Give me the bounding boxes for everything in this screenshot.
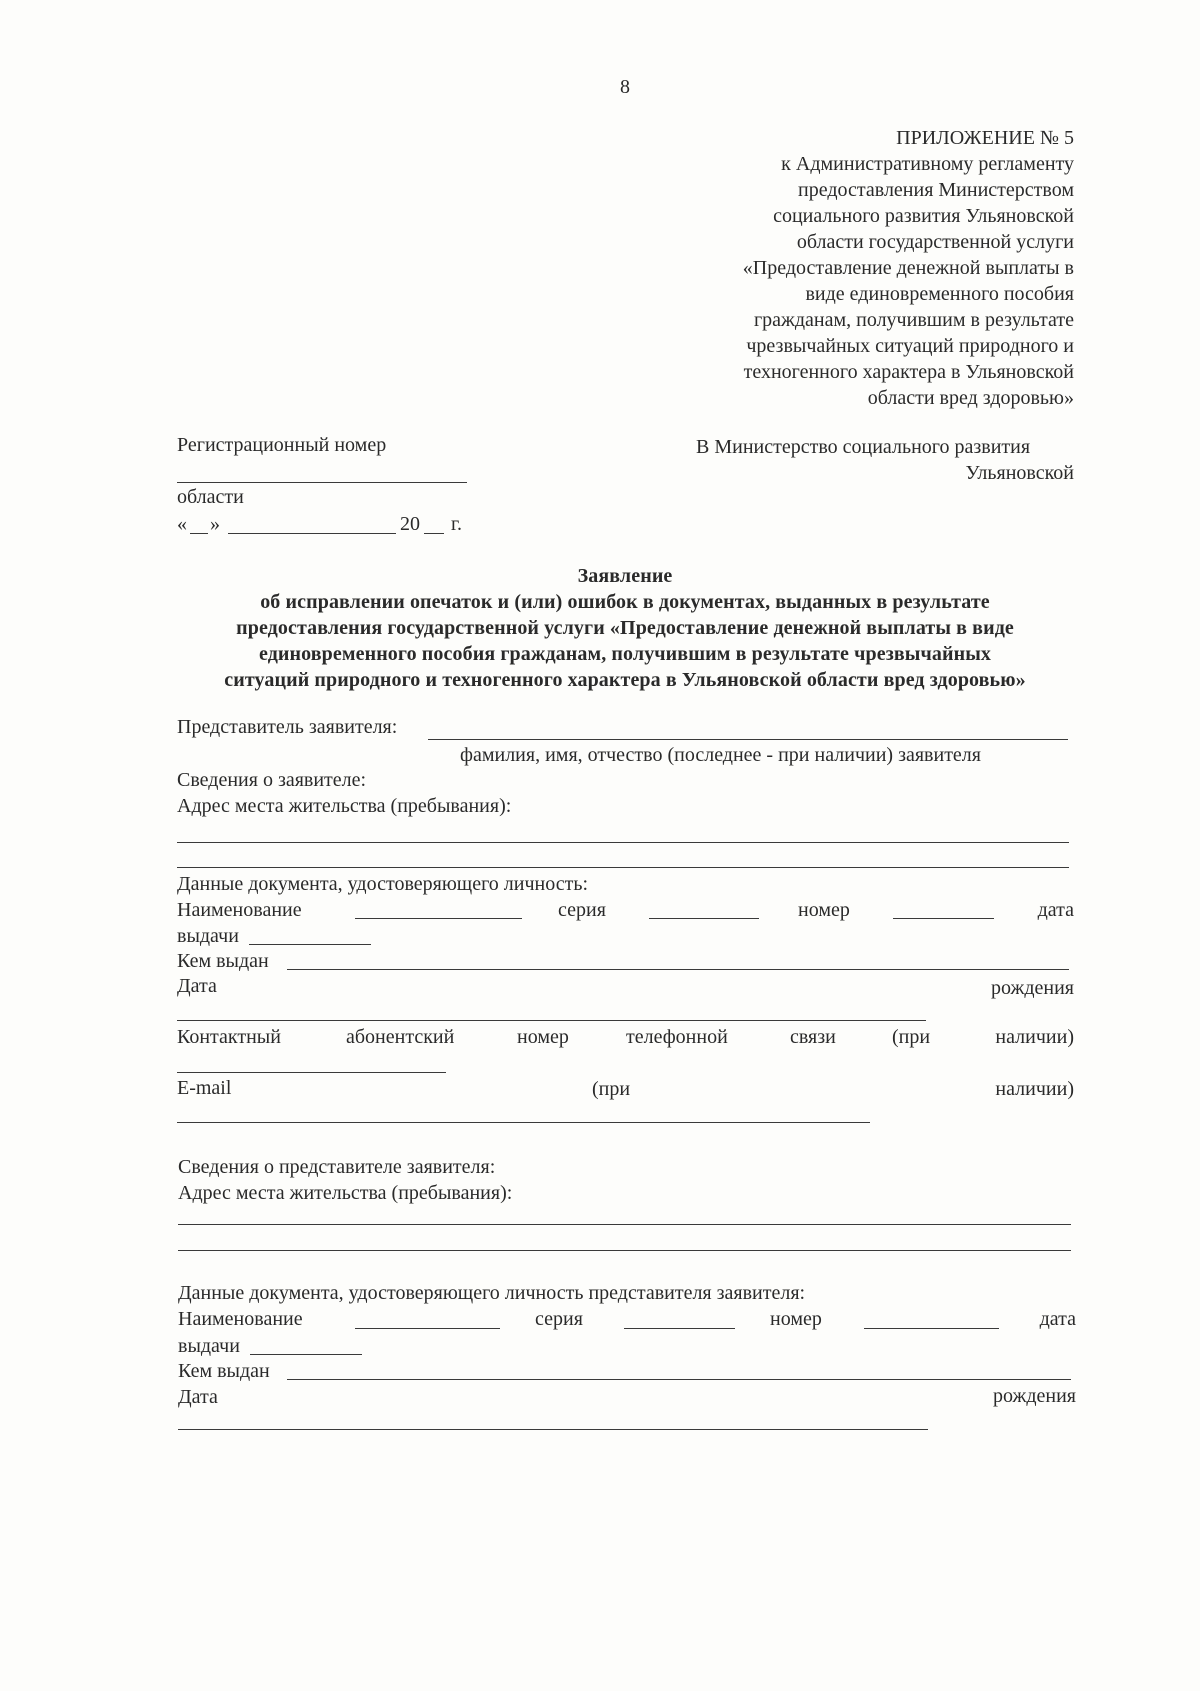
phone-label-word: наличии) — [995, 1026, 1074, 1048]
email-note-end: наличии) — [995, 1078, 1074, 1100]
appendix-line: «Предоставление денежной выплаты в — [742, 257, 1074, 279]
document-subtitle-line: предоставления государственной услуги «Предоставление денежной выплаты в виде — [236, 617, 1014, 639]
representative-address-field-1[interactable] — [178, 1224, 1071, 1225]
representative-birth-date-label: Дата — [178, 1386, 218, 1408]
applicant-email-field[interactable] — [177, 1122, 870, 1123]
appendix-line: социального развития Ульяновской — [773, 205, 1074, 227]
representative-issued-by-label: Кем выдан — [178, 1360, 270, 1382]
registration-year-field[interactable] — [424, 533, 444, 534]
appendix-line: гражданам, получившим в результате — [753, 309, 1074, 331]
applicant-info-label: Сведения о заявителе: — [177, 769, 367, 791]
email-note-start: (при — [592, 1078, 631, 1100]
appendix-line: области государственной услуги — [796, 231, 1074, 253]
email-label: E-mail — [177, 1077, 232, 1099]
representative-number-field[interactable] — [864, 1328, 999, 1329]
representative-doc-name-label: Наименование — [178, 1308, 303, 1330]
applicant-number-field[interactable] — [893, 918, 994, 919]
date-close-quote: » — [210, 513, 220, 535]
applicant-issued-by-field[interactable] — [287, 969, 1069, 970]
applicant-doc-name-label: Наименование — [177, 899, 302, 921]
applicant-birth-date-field[interactable] — [177, 1020, 926, 1021]
representative-label: Представитель заявителя: — [177, 716, 398, 738]
applicant-address-field-1[interactable] — [177, 842, 1069, 843]
registration-number-label: Регистрационный номер — [177, 434, 387, 456]
applicant-address-label: Адрес места жительства (пребывания): — [177, 795, 512, 817]
applicant-birth-date-label-cont: рождения — [991, 977, 1074, 999]
phone-label-word: номер — [517, 1026, 569, 1048]
phone-label-word: телефонной — [626, 1026, 728, 1048]
applicant-id-doc-label: Данные документа, удостоверяющего личность: — [177, 873, 589, 895]
appendix-title: ПРИЛОЖЕНИЕ № 5 — [896, 127, 1074, 149]
representative-birth-date-field[interactable] — [178, 1429, 928, 1430]
document-title: Заявление — [577, 565, 673, 587]
document-subtitle-line: ситуаций природного и техногенного характера в Ульяновской области вред здоровью» — [224, 669, 1026, 691]
representative-address-field-2[interactable] — [178, 1250, 1071, 1251]
registration-area-label: области — [177, 486, 244, 508]
addressee-line-1: В Министерство социального развития — [696, 436, 1031, 458]
appendix-line: к Административному регламенту — [781, 153, 1074, 175]
applicant-series-field[interactable] — [649, 918, 759, 919]
applicant-date-label: дата — [1037, 899, 1074, 921]
applicant-address-field-2[interactable] — [177, 867, 1069, 868]
addressee-line-2: Ульяновской — [965, 462, 1074, 484]
representative-address-label: Адрес места жительства (пребывания): — [178, 1182, 513, 1204]
applicant-name-field[interactable] — [428, 739, 1068, 740]
applicant-issued-label: выдачи — [177, 925, 239, 947]
document-subtitle-line: об исправлении опечаток и (или) ошибок в документах, выданных в результате — [260, 591, 990, 613]
representative-doc-name-field[interactable] — [355, 1328, 500, 1329]
document-subtitle-line: единовременного пособия гражданам, получившим в результате чрезвычайных — [258, 643, 992, 665]
phone-label-word: Контактный — [177, 1026, 281, 1048]
representative-series-field[interactable] — [624, 1328, 735, 1329]
phone-label-word: (при — [892, 1026, 931, 1048]
appendix-line: виде единовременного пособия — [805, 283, 1074, 305]
phone-label-word: связи — [790, 1026, 836, 1048]
registration-day-field[interactable] — [190, 533, 208, 534]
applicant-birth-date-label: Дата — [177, 975, 217, 997]
registration-month-field[interactable] — [228, 533, 396, 534]
year-suffix: г. — [451, 513, 462, 535]
registration-number-field[interactable] — [177, 482, 467, 483]
representative-info-label: Сведения о представителе заявителя: — [178, 1156, 496, 1178]
representative-issue-date-field[interactable] — [250, 1354, 362, 1355]
representative-date-label: дата — [1039, 1308, 1076, 1330]
representative-birth-date-label-cont: рождения — [993, 1385, 1076, 1407]
applicant-number-label: номер — [798, 899, 850, 921]
appendix-line: чрезвычайных ситуаций природного и — [746, 335, 1074, 357]
applicant-doc-name-field[interactable] — [355, 918, 522, 919]
year-prefix: 20 — [400, 513, 420, 535]
representative-issued-label: выдачи — [178, 1335, 240, 1357]
appendix-line: техногенного характера в Ульяновской — [743, 361, 1074, 383]
page-number: 8 — [620, 76, 630, 98]
date-open-quote: « — [177, 513, 187, 535]
representative-series-label: серия — [535, 1308, 583, 1330]
representative-number-label: номер — [770, 1308, 822, 1330]
applicant-name-hint: фамилия, имя, отчество (последнее - при наличии) заявителя — [460, 744, 981, 766]
applicant-issued-by-label: Кем выдан — [177, 950, 269, 972]
applicant-series-label: серия — [558, 899, 606, 921]
applicant-phone-field[interactable] — [177, 1072, 446, 1073]
representative-issued-by-field[interactable] — [287, 1379, 1071, 1380]
appendix-line: предоставления Министерством — [798, 179, 1074, 201]
representative-id-doc-label: Данные документа, удостоверяющего личность представителя заявителя: — [178, 1282, 806, 1304]
phone-label-word: абонентский — [346, 1026, 455, 1048]
applicant-issue-date-field[interactable] — [249, 944, 371, 945]
appendix-line: области вред здоровью» — [867, 387, 1074, 409]
